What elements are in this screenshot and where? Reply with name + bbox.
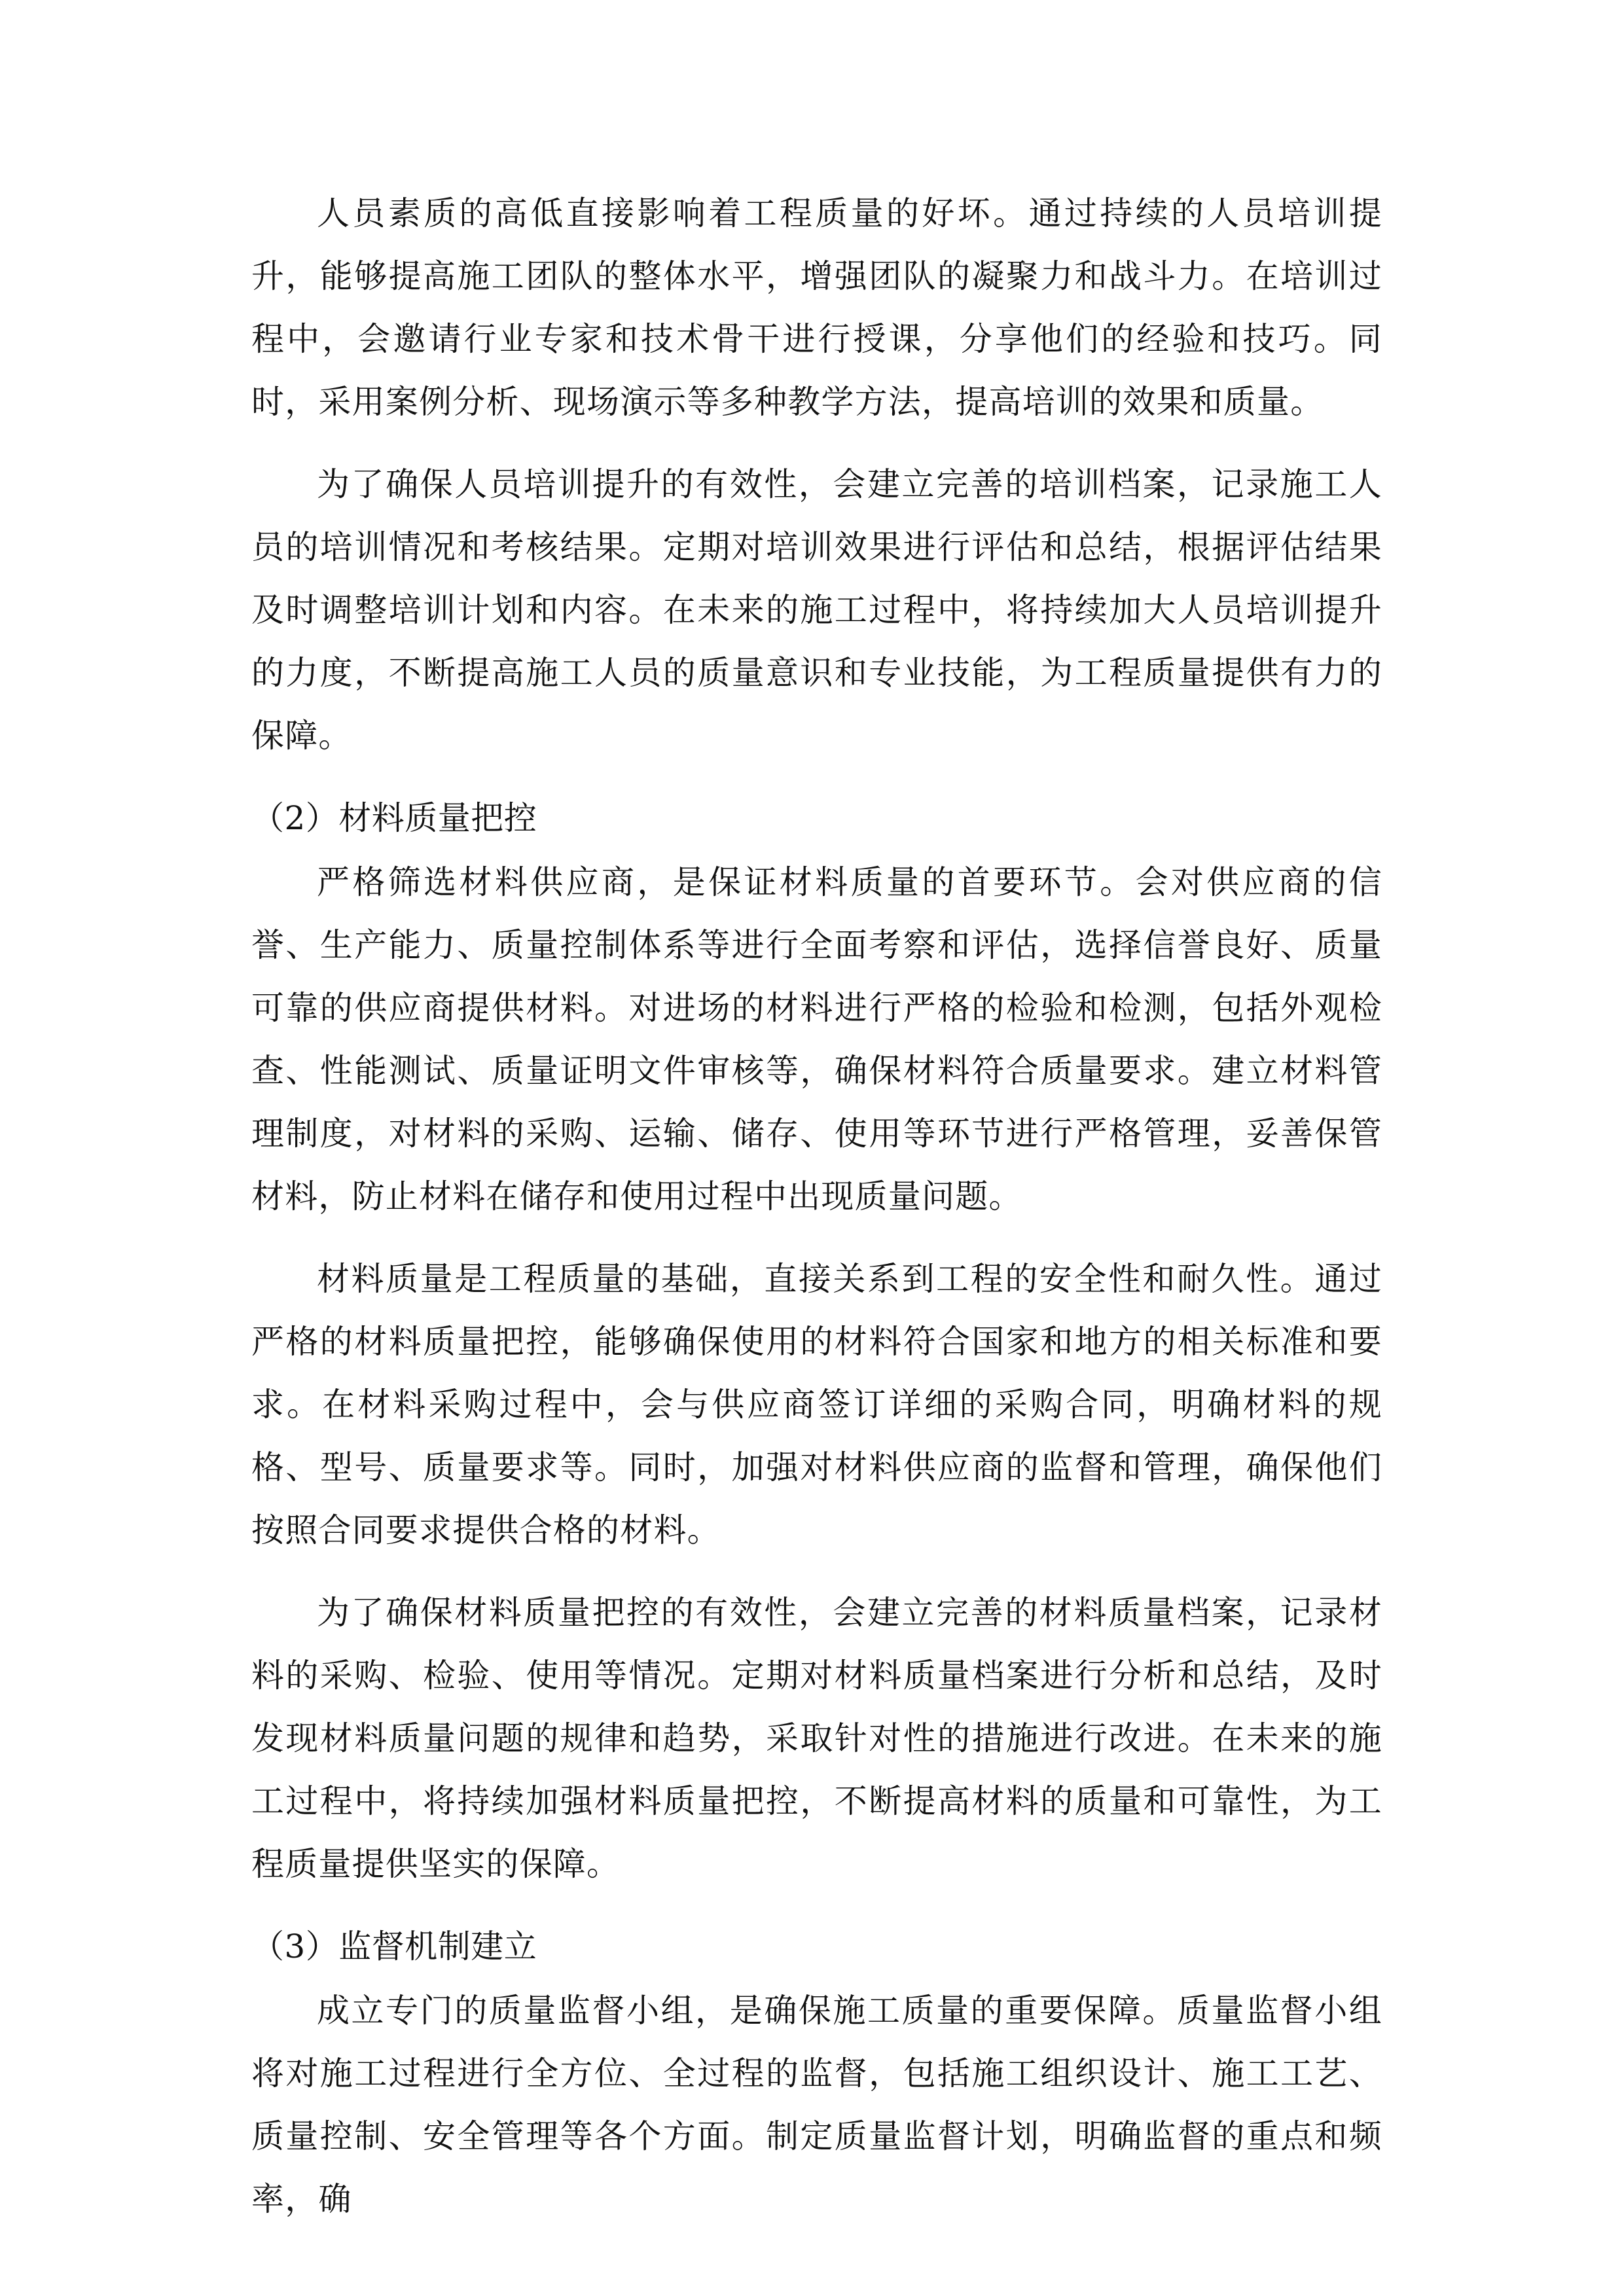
section-heading-supervision: （3）监督机制建立 (251, 1928, 537, 1965)
paragraph-training-effectiveness: 为了确保人员培训提升的有效性，会建立完善的培训档案，记录施工人员的培训情况和考核结果。定期对培训效果进行评估和总结，根据评估结果及时调整培训计划和内容。在未来的施工过程中，将持续加大人员培训提升的力度，不断提高施工人员的质量意识和专业技能，为工程质量提供有力的保障。 (251, 465, 1382, 755)
paragraph-training-impact: 人员素质的高低直接影响着工程质量的好坏。通过持续的人员培训提升，能够提高施工团队的整体水平，增强团队的凝聚力和战斗力。在培训过程中，会邀请行业专家和技术骨干进行授课，分享他们的经验和技巧。同时，采用案例分析、现场演示等多种教学方法，提高培训的效果和质量。 (251, 194, 1382, 421)
paragraph-supervision-team: 成立专门的质量监督小组，是确保施工质量的重要保障。质量监督小组将对施工过程进行全方位、全过程的监督，包括施工组织设计、施工工艺、质量控制、安全管理等各个方面。制定质量监督计划，明确监督的重点和频率，确 (251, 1992, 1382, 2218)
document-body (251, 182, 1382, 2250)
paragraph-material-foundation: 材料质量是工程质量的基础，直接关系到工程的安全性和耐久性。通过严格的材料质量把控，能够确保使用的材料符合国家和地方的相关标准和要求。在材料采购过程中，会与供应商签订详细的采购合同，明确材料的规格、型号、质量要求等。同时，加强对材料供应商的监督和管理，确保他们按照合同要求提供合格的材料。 (251, 1260, 1382, 1549)
paragraph-supplier-selection: 严格筛选材料供应商，是保证材料质量的首要环节。会对供应商的信誉、生产能力、质量控制体系等进行全面考察和评估，选择信誉良好、质量可靠的供应商提供材料。对进场的材料进行严格的检验和检测，包括外观检查、性能测试、质量证明文件审核等，确保材料符合质量要求。建立材料管理制度，对材料的采购、运输、储存、使用等环节进行严格管理，妥善保管材料，防止材料在储存和使用过程中出现质量问题。 (251, 863, 1382, 1215)
paragraph-material-records: 为了确保材料质量把控的有效性，会建立完善的材料质量档案，记录材料的采购、检验、使用等情况。定期对材料质量档案进行分析和总结，及时发现材料质量问题的规律和趋势，采取针对性的措施进行改进。在未来的施工过程中，将持续加强材料质量把控，不断提高材料的质量和可靠性，为工程质量提供坚实的保障。 (251, 1594, 1382, 1883)
section-heading-material-quality: （2）材料质量把控 (251, 799, 537, 837)
